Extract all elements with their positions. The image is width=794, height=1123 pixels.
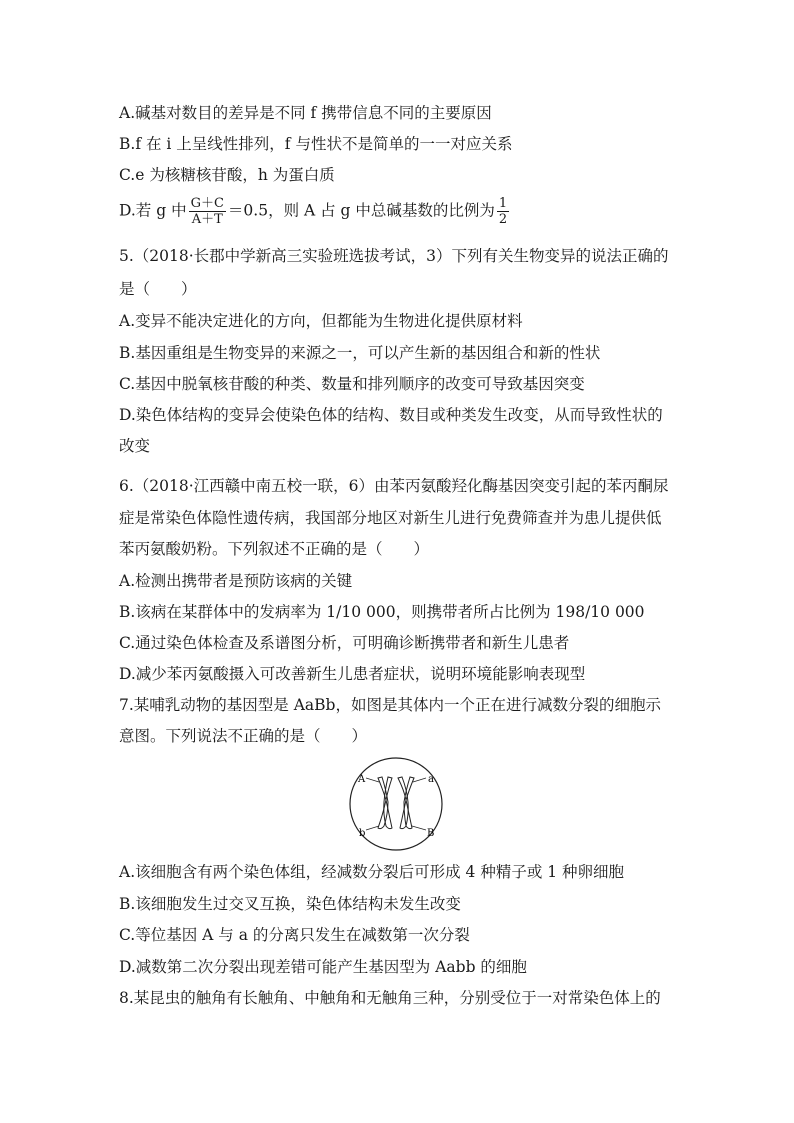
q5-stem-line1: 5.（2018·长郡中学新高三实验班选拔考试，3）下列有关生物变异的说法正确的 <box>119 247 669 265</box>
gene-label-top-right: a <box>428 774 434 785</box>
label-pointer-a-upper <box>366 778 379 782</box>
q7-stem-line2: 意图。下列说法不正确的是（ ） <box>119 727 368 745</box>
q7-option-a: A.该细胞含有两个染色体组，经减数分裂后可形成 4 种精子或 1 种卵细胞 <box>119 863 625 881</box>
q6-option-a: A.检测出携带者是预防该病的关键 <box>119 572 353 590</box>
q6-stem-line3: 苯丙氨酸奶粉。下列叙述不正确的是（ ） <box>119 540 430 558</box>
q8-stem-line1: 8.某昆虫的触角有长触角、中触角和无触角三种，分别受位于一对常染色体上的 <box>119 989 661 1007</box>
q6-stem-line2: 症是常染色体隐性遗传病，我国部分地区对新生儿进行免费筛查并为患儿提供低 <box>119 509 662 527</box>
gene-label-top-left: A <box>358 774 366 785</box>
label-pointer-a-lower <box>413 778 426 782</box>
q6-option-c: C.通过染色体检查及系谱图分析，可明确诊断携带者和新生儿患者 <box>119 634 570 652</box>
chromosome-pair-left <box>378 777 392 829</box>
q4-option-d-middle: ＝0.5，则 A 占 g 中总碱基数的比例为 <box>227 201 495 220</box>
q5-option-d-line2: 改变 <box>119 437 151 455</box>
q4-option-b: B.f 在 i 上呈线性排列，f 与性状不是简单的一一对应关系 <box>119 135 513 153</box>
gene-label-bottom-right: B <box>427 828 435 839</box>
q5-option-d-line1: D.染色体结构的变异会使染色体的结构、数目或种类发生改变，从而导致性状的 <box>119 406 663 424</box>
q7-option-c: C.等位基因 A 与 a 的分离只发生在减数第一次分裂 <box>119 926 470 944</box>
q7-option-b: B.该细胞发生过交叉互换，染色体结构未发生改变 <box>119 895 461 913</box>
q4-option-a: A.碱基对数目的差异是不同 f 携带信息不同的主要原因 <box>119 104 492 122</box>
fraction-denominator: 2 <box>498 212 508 227</box>
q6-stem-line1: 6.（2018·江西赣中南五校一联，6）由苯丙氨酸羟化酶基因突变引起的苯丙酮尿 <box>119 477 669 495</box>
fraction-numerator: 1 <box>498 196 508 211</box>
q4-option-d-prefix: D.若 g 中 <box>119 201 187 220</box>
half-fraction <box>497 196 509 227</box>
q6-option-d: D.减少苯丙氨酸摄入可改善新生儿患者症状，说明环境能影响表现型 <box>119 665 586 683</box>
gene-label-bottom-left: b <box>359 828 366 839</box>
fraction-numerator: G＋C <box>190 196 224 211</box>
gc-at-fraction <box>189 196 226 227</box>
q5-stem-line2: 是（ ） <box>119 280 197 298</box>
chromosome-pair-right <box>398 777 414 829</box>
label-pointer-b-lower <box>366 826 379 830</box>
q5-option-c: C.基因中脱氧核苷酸的种类、数量和排列顺序的改变可导致基因突变 <box>119 375 585 393</box>
q7-option-d: D.减数第二次分裂出现差错可能产生基因型为 Aabb 的细胞 <box>119 958 527 976</box>
label-pointer-b-upper <box>412 826 426 830</box>
q4-option-d <box>119 196 511 227</box>
fraction-denominator: A＋T <box>191 212 223 227</box>
q4-option-c: C.e 为核糖核苷酸，h 为蛋白质 <box>119 166 335 184</box>
q5-option-b: B.基因重组是生物变异的来源之一，可以产生新的基因组合和新的性状 <box>119 344 601 362</box>
q5-option-a: A.变异不能决定进化的方向，但都能为生物进化提供原材料 <box>119 312 523 330</box>
q7-stem-line1: 7.某哺乳动物的基因型是 AaBb，如图是其体内一个正在进行减数分裂的细胞示 <box>119 696 661 714</box>
q6-option-b: B.该病在某群体中的发病率为 1/10 000，则携带者所占比例为 198/10 000 <box>119 603 645 621</box>
meiosis-cell-figure <box>348 756 444 852</box>
